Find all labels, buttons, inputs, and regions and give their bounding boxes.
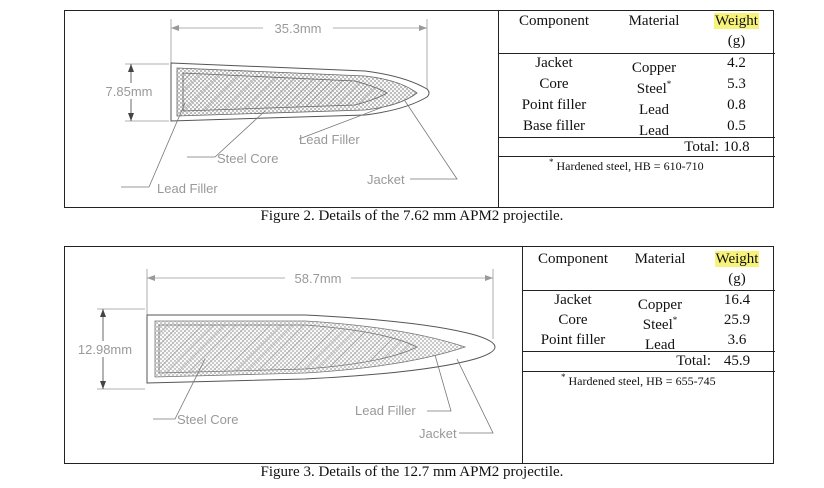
figure-3-caption: Figure 3. Details of the 12.7 mm APM2 projectile. (260, 464, 564, 480)
figure-2-panel (64, 10, 774, 208)
composition-table-127 (522, 247, 775, 463)
lead-filler-base-label: Lead Filler (157, 181, 218, 196)
header-weight-unit: (g) (728, 271, 746, 287)
dimension-diameter-label: 7.85mm (105, 84, 153, 99)
header-weight: Weight (715, 251, 759, 267)
total-value: 45.9 (723, 353, 751, 369)
dimension-length-label: 35.3mm (274, 21, 322, 36)
cell-weight: 5.3 (727, 76, 746, 92)
cell-weight: 3.6 (727, 332, 747, 348)
cell-material: Lead (639, 102, 669, 118)
cell-material: Lead (639, 123, 669, 139)
cell-material: Steel* (636, 79, 672, 97)
cell-component: Base filler (522, 118, 586, 134)
cell-component: Jacket (535, 55, 573, 71)
footnote: * Hardened steel, HB = 655-745 (561, 372, 716, 388)
cell-weight: 0.8 (727, 97, 746, 113)
header-material: Material (634, 251, 686, 267)
dimension-length-label: 58.7mm (294, 271, 342, 286)
figure-2-caption: Figure 2. Details of the 7.62 mm APM2 projectile. (260, 208, 564, 224)
header-weight: Weight (715, 13, 758, 29)
composition-table-762 (498, 11, 775, 207)
projectile-127-drawing (65, 247, 522, 463)
lead-filler-label: Lead Filler (355, 403, 416, 418)
footnote: * Hardened steel, HB = 610-710 (549, 157, 704, 173)
figure-3-panel (64, 246, 774, 464)
cell-component: Point filler (521, 97, 587, 113)
projectile-762-drawing (65, 11, 498, 207)
header-weight-unit: (g) (727, 33, 746, 49)
header-material: Material (628, 13, 680, 29)
cell-weight: 4.2 (727, 55, 746, 71)
dimension-diameter-label: 12.98mm (77, 342, 133, 357)
cell-weight: 25.9 (723, 312, 751, 328)
jacket-label: Jacket (419, 426, 457, 441)
total-value: 10.8 (723, 139, 750, 155)
steel-core-label: Steel Core (177, 412, 239, 427)
cell-weight: 16.4 (723, 292, 751, 308)
steel-core-label: Steel Core (217, 151, 279, 166)
header-component: Component (538, 251, 608, 267)
jacket-label: Jacket (367, 172, 405, 187)
cell-weight: 0.5 (727, 118, 746, 134)
cell-material: Lead (645, 337, 675, 353)
cell-material: Copper (631, 60, 677, 76)
cell-component: Core (539, 76, 569, 92)
total-label: Total: (676, 353, 711, 369)
total-label: Total: (684, 139, 719, 155)
cell-component: Jacket (554, 292, 592, 308)
cell-material: Steel* (642, 315, 678, 333)
cell-material: Copper (637, 297, 683, 313)
header-component: Component (519, 13, 589, 29)
cell-component: Core (558, 312, 588, 328)
lead-filler-point-label: Lead Filler (299, 132, 360, 147)
cell-component: Point filler (540, 332, 606, 348)
